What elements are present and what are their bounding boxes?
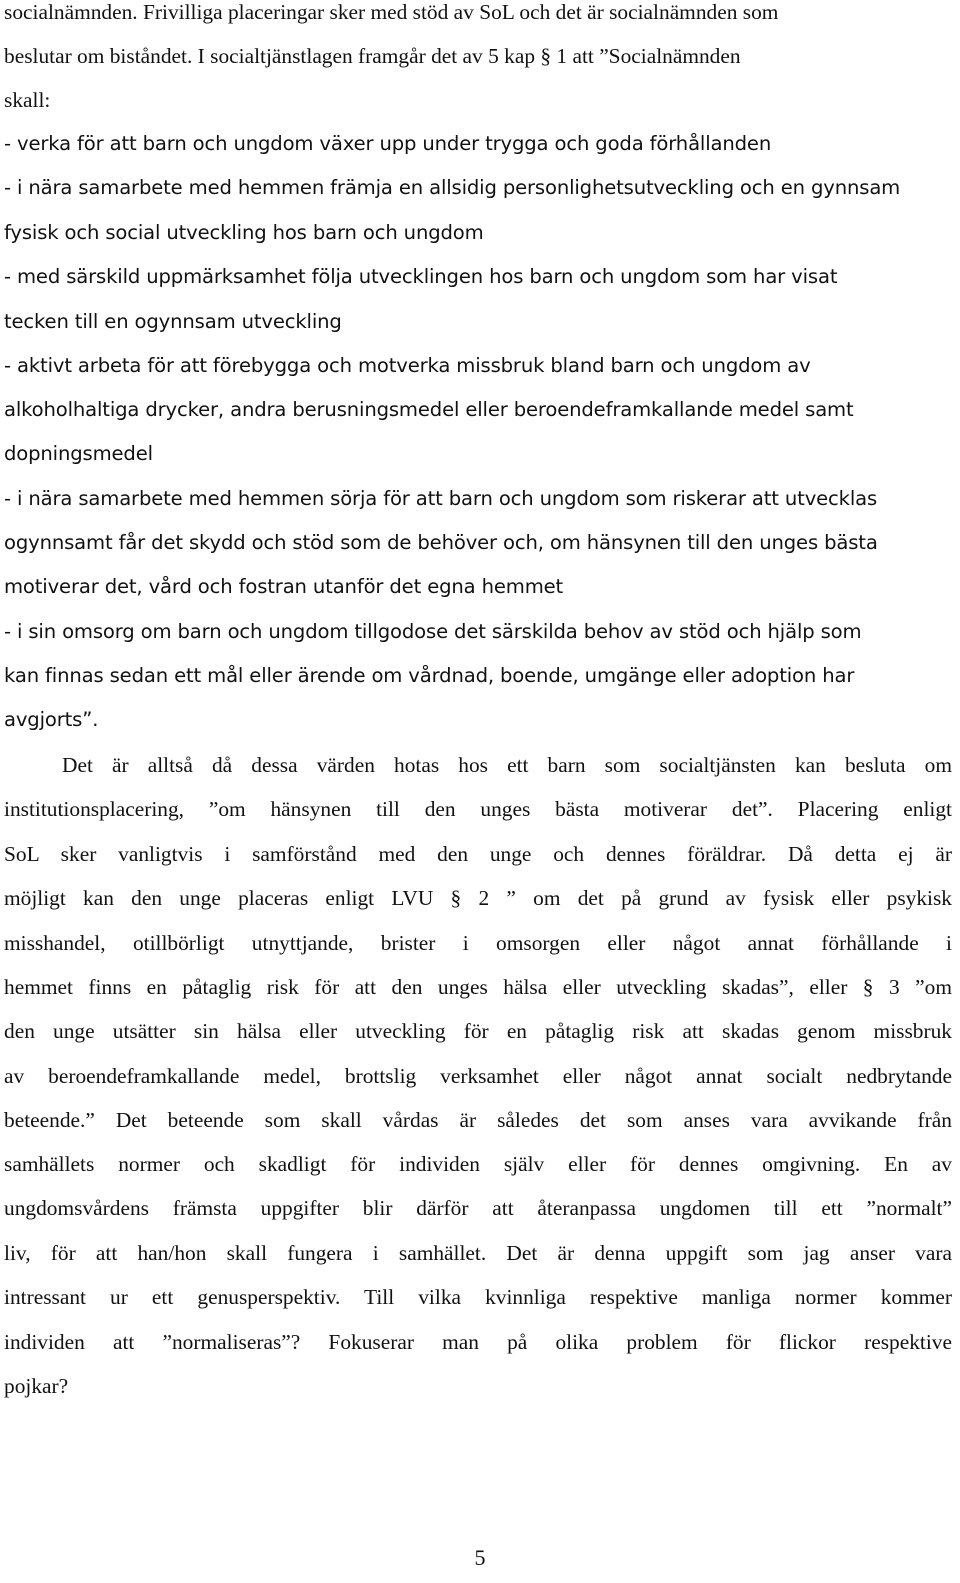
paragraph-first-line: Det är alltså då dessa värden hotas hos ett barn som socialtjänsten kan besluta om	[62, 753, 952, 777]
text-line: - verka för att barn och ungdom växer upp under trygga och goda förhållanden	[4, 132, 772, 155]
text-line: beteende.” Det beteende som skall vårdas är således det som anses vara avvikande från	[4, 1108, 952, 1132]
text-line: misshandel, otillbörligt utnyttjande, brister i omsorgen eller något annat förhållande i	[4, 931, 952, 955]
text-line: ungdomsvårdens främsta uppgifter blir därför att återanpassa ungdomen till ett ”normalt”	[4, 1196, 952, 1220]
text-line: fysisk och social utveckling hos barn och ungdom	[4, 221, 484, 244]
text-line: liv, för att han/hon skall fungera i samhället. Det är denna uppgift som jag anser vara	[4, 1241, 952, 1265]
text-line: - i nära samarbete med hemmen sörja för att barn och ungdom som riskerar att utvecklas	[4, 487, 878, 510]
text-line: skall:	[4, 88, 51, 112]
text-line: kan finnas sedan ett mål eller ärende om vårdnad, boende, umgänge eller adoption har	[4, 664, 855, 687]
text-line: hemmet finns en påtaglig risk för att den unges hälsa eller utveckling skadas”, eller § 3 ”om	[4, 975, 952, 999]
text-line: den unge utsätter sin hälsa eller utveckling för en påtaglig risk att skadas genom missbruk	[4, 1019, 952, 1043]
text-line: - i nära samarbete med hemmen främja en allsidig personlighetsutveckling och en gynnsam	[4, 176, 901, 199]
text-line: avgjorts”.	[4, 708, 99, 731]
text-line: alkoholhaltiga drycker, andra berusningsmedel eller beroendeframkallande medel samt	[4, 398, 854, 421]
text-line: möjligt kan den unge placeras enligt LVU § 2 ” om det på grund av fysisk eller psykisk	[4, 886, 952, 910]
text-line: pojkar?	[4, 1374, 69, 1398]
text-line: socialnämnden. Frivilliga placeringar sker med stöd av SoL och det är socialnämnden som	[4, 0, 779, 24]
text-line: individen att ”normaliseras”? Fokuserar man på olika problem för flickor respektive	[4, 1330, 952, 1354]
text-line: av beroendeframkallande medel, brottslig verksamhet eller något annat socialt nedbrytande	[4, 1064, 952, 1088]
page-number: 5	[474, 1545, 486, 1570]
text-line: SoL sker vanligtvis i samförstånd med den unge och dennes föräldrar. Då detta ej är	[4, 842, 952, 866]
text-line: samhällets normer och skadligt för individen själv eller för dennes omgivning. En av	[4, 1152, 952, 1176]
text-line: tecken till en ogynnsam utveckling	[4, 310, 342, 333]
text-line: beslutar om biståndet. I socialtjänstlagen framgår det av 5 kap § 1 att ”Socialnämnden	[4, 44, 741, 68]
text-line: ogynnsamt får det skydd och stöd som de behöver och, om hänsynen till den unges bästa	[4, 531, 878, 554]
text-line: motiverar det, vård och fostran utanför det egna hemmet	[4, 575, 564, 598]
text-line: institutionsplacering, ”om hänsynen till den unges bästa motiverar det”. Placering enligt	[4, 797, 952, 821]
text-line: - aktivt arbeta för att förebygga och motverka missbruk bland barn och ungdom av	[4, 354, 811, 377]
text-line: - med särskild uppmärksamhet följa utvecklingen hos barn och ungdom som har visat	[4, 265, 838, 288]
text-line: dopningsmedel	[4, 442, 153, 465]
text-line: - i sin omsorg om barn och ungdom tillgodose det särskilda behov av stöd och hjälp som	[4, 620, 862, 643]
text-line: intressant ur ett genusperspektiv. Till vilka kvinnliga respektive manliga normer kommer	[4, 1285, 952, 1309]
